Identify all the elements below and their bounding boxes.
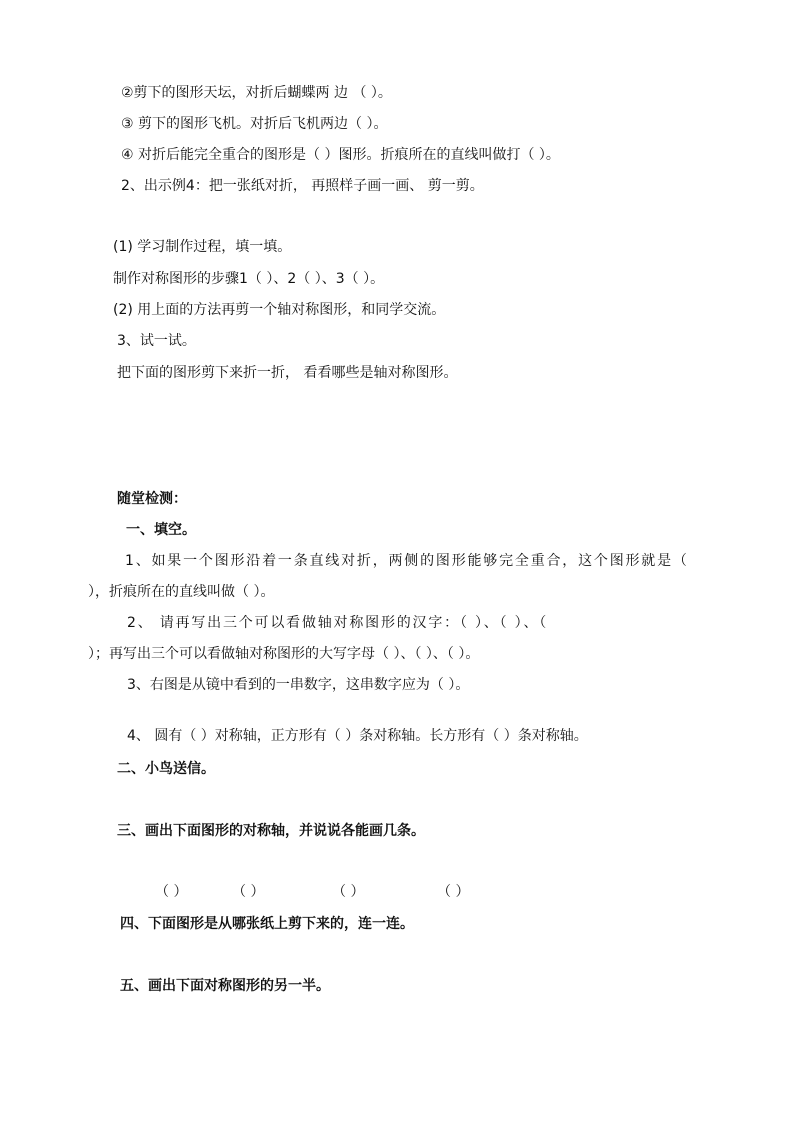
quiz-heading: 随堂检测： — [117, 491, 187, 507]
question-1-line-2: ），折痕所在的直线叫做（ ）。 — [88, 584, 275, 600]
question-1-line-1: 1、如果一个图形沿着一条直线对折，两侧的图形能够完全重合，这个图形就是（ — [125, 553, 689, 569]
axis-blank-4: （ ） — [437, 884, 470, 900]
section-1-heading: 一、填空。 — [126, 522, 196, 538]
section-2-heading: 二、小鸟送信。 — [117, 761, 215, 777]
question-3-text: 3、右图是从镜中看到的一串数字，这串数字应为（ ）。 — [127, 677, 470, 693]
section-3-heading: 三、画出下面图形的对称轴，并说说各能画几条。 — [117, 823, 425, 839]
question-2-line-2: ）；再写出三个可以看做轴对称图形的大写字母（ ）、（ ）、（ ）。 — [88, 646, 480, 662]
step-1-text: (1) 学习制作过程，填一填。 — [113, 239, 292, 255]
axis-blank-3: （ ） — [332, 884, 365, 900]
section-5-heading: 五、画出下面对称图形的另一半。 — [120, 978, 330, 994]
item-3-text: ③ 剪下的图形飞机。对折后飞机两边（ ）。 — [121, 116, 388, 132]
example-4-text: 2、出示例4：把一张纸对折， 再照样子画一画、 剪一剪。 — [121, 178, 484, 194]
try-heading: 3、试一试。 — [117, 333, 196, 349]
axis-blank-1: （ ） — [155, 884, 188, 900]
question-4-text: 4、 圆有（ ）对称轴，正方形有（ ）条对称轴。长方形有（ ）条对称轴。 — [127, 728, 588, 744]
item-2-text: ②剪下的图形天坛，对折后蝴蝶两 边 （ ）。 — [121, 85, 392, 101]
axis-blank-2: （ ） — [232, 884, 265, 900]
item-4-text: ④ 对折后能完全重合的图形是（ ）图形。折痕所在的直线叫做打（ ）。 — [121, 147, 560, 163]
section-4-heading: 四、下面图形是从哪张纸上剪下来的，连一连。 — [120, 916, 414, 932]
try-text: 把下面的图形剪下来折一折， 看看哪些是轴对称图形。 — [117, 365, 458, 381]
question-2-line-1: 2、 请再写出三个可以看做轴对称图形的汉字：（ ）、（ ）、（ — [127, 615, 549, 631]
steps-fill-text: 制作对称图形的步骤1（ ）、2（ ）、3（ ）。 — [113, 271, 385, 287]
step-2-text: (2) 用上面的方法再剪一个轴对称图形，和同学交流。 — [113, 302, 446, 318]
